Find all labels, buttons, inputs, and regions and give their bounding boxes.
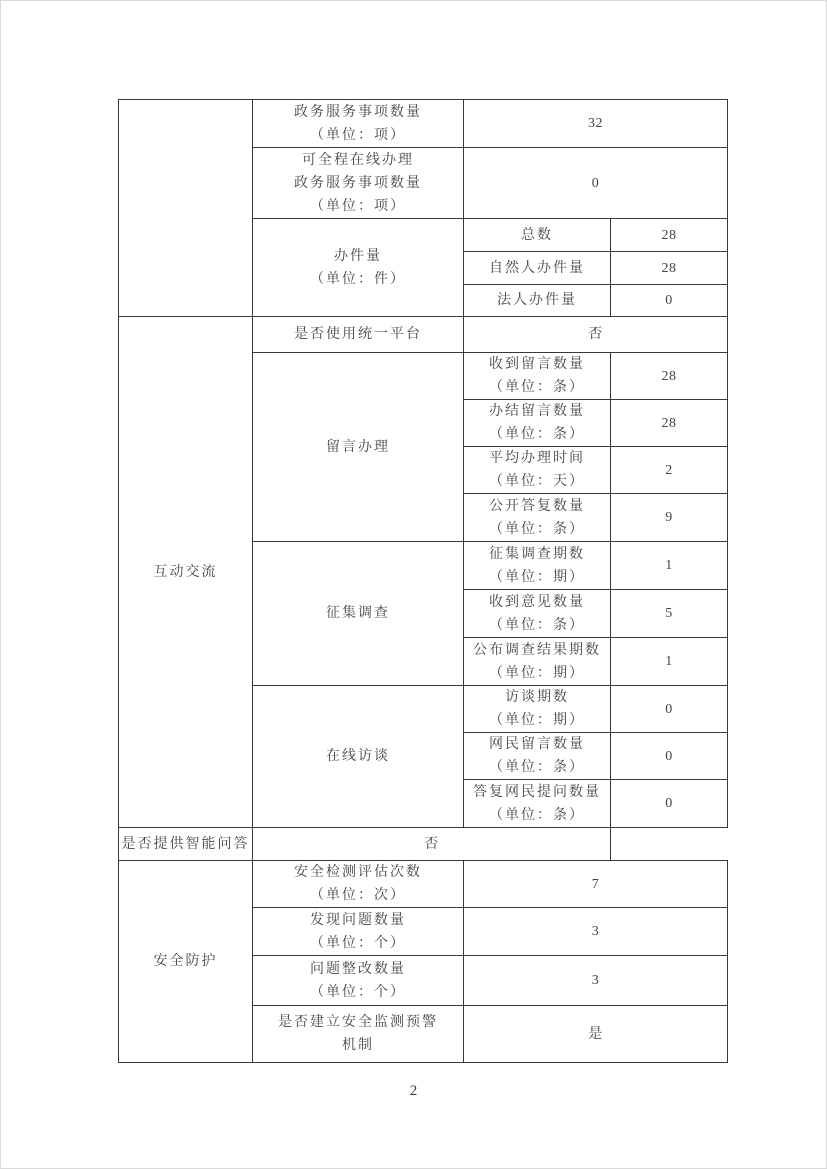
cell-interview-replies-value: 0: [611, 780, 728, 828]
cell-service-items-value: 32: [464, 100, 728, 148]
cell-problems-fixed-label: [253, 956, 464, 1006]
cell-case-volume-label: [253, 219, 464, 317]
cell-service-items-label: [253, 100, 464, 148]
category-cell-security: 安全防护: [119, 861, 253, 1063]
table-row: [119, 861, 728, 908]
label-line: 访谈期数: [505, 690, 569, 705]
cell-case-total-value: 28: [611, 219, 728, 252]
cell-security-checks-value: 7: [464, 861, 728, 908]
label-line: 答复网民提问数量: [473, 784, 601, 800]
unit-line: （单位：项）: [310, 127, 406, 143]
cell-problems-found-value: 3: [464, 908, 728, 956]
cell-msg-avgtime-value: 2: [611, 447, 728, 494]
cell-security-checks-label: [253, 861, 464, 908]
cell-survey-label: 征集调查: [253, 542, 464, 686]
label-line: 网民留言数量: [489, 737, 585, 752]
cell-survey-results-label: [464, 638, 611, 686]
cell-survey-periods-label: [464, 542, 611, 590]
cell-interview-messages-value: 0: [611, 733, 728, 780]
unit-line: （单位：天）: [489, 474, 585, 489]
label-line: 发现问题数量: [310, 912, 406, 928]
category-cell-interaction: 互动交流: [119, 317, 253, 828]
cell-smart-qa-label: 是否提供智能问答: [119, 828, 253, 861]
table-row: [119, 100, 728, 148]
unit-line: （单位：期）: [489, 713, 585, 728]
unit-line: （单位：项）: [310, 198, 406, 214]
unit-line: （单位：次）: [310, 888, 406, 903]
report-table: [118, 99, 728, 1063]
cell-problems-fixed-value: 3: [464, 956, 728, 1006]
cell-smart-qa-value: 否: [253, 828, 611, 861]
unit-line: （单位：条）: [489, 380, 585, 395]
label-line: 政务服务事项数量: [294, 104, 422, 120]
cell-msg-public-value: 9: [611, 494, 728, 542]
table-row: [119, 317, 728, 353]
unit-line: （单位：件）: [310, 271, 406, 287]
unit-line: （单位：期）: [489, 569, 585, 585]
cell-interview-periods-value: 0: [611, 686, 728, 733]
unit-line: （单位：期）: [489, 665, 585, 681]
cell-msg-avgtime-label: [464, 447, 611, 494]
cell-interview-replies-label: [464, 780, 611, 828]
unit-line: （单位：条）: [489, 427, 585, 442]
cell-msg-resolved-value: 28: [611, 400, 728, 447]
unit-line: （单位：个）: [310, 935, 406, 951]
page-number: 2: [409, 1083, 418, 1099]
cell-case-legal-label: 法人办件量: [464, 285, 611, 317]
label-line: 公布调查结果期数: [473, 642, 601, 658]
label-line: 是否建立安全监测预警: [278, 1015, 438, 1030]
cell-case-natural-value: 28: [611, 252, 728, 285]
cell-interview-label: 在线访谈: [253, 686, 464, 828]
cell-case-total-label: 总数: [464, 219, 611, 252]
label-line: 问题整改数量: [310, 961, 406, 977]
cell-unified-platform-label: 是否使用统一平台: [253, 317, 464, 353]
label-line: 公开答复数量: [489, 498, 585, 514]
label-line: 机制: [342, 1038, 374, 1053]
cell-survey-periods-value: 1: [611, 542, 728, 590]
cell-full-online-items-value: 0: [464, 148, 728, 219]
cell-monitoring-value: 是: [464, 1006, 728, 1063]
label-line: 政务服务事项数量: [294, 175, 422, 191]
cell-case-legal-value: 0: [611, 285, 728, 317]
cell-message-handling-label: 留言办理: [253, 353, 464, 542]
unit-line: （单位：条）: [489, 760, 585, 775]
label-line: 可全程在线办理: [302, 152, 414, 168]
label-line: 办件量: [334, 248, 382, 264]
cell-survey-opinions-value: 5: [611, 590, 728, 638]
cell-case-natural-label: 自然人办件量: [464, 252, 611, 285]
cell-msg-public-label: [464, 494, 611, 542]
cell-monitoring-label: [253, 1006, 464, 1063]
cell-interview-messages-label: [464, 733, 611, 780]
label-line: 收到留言数量: [489, 357, 585, 372]
cell-msg-received-label: [464, 353, 611, 400]
cell-msg-resolved-label: [464, 400, 611, 447]
label-line: 安全检测评估次数: [294, 865, 422, 880]
cell-interview-periods-label: [464, 686, 611, 733]
category-cell-empty: [119, 100, 253, 317]
unit-line: （单位：条）: [489, 617, 585, 633]
cell-full-online-items-label: [253, 148, 464, 219]
label-line: 办结留言数量: [489, 404, 585, 419]
table-row: [119, 828, 728, 861]
label-line: 收到意见数量: [489, 594, 585, 610]
unit-line: （单位：条）: [489, 807, 585, 823]
unit-line: （单位：个）: [310, 984, 406, 1000]
cell-survey-opinions-label: [464, 590, 611, 638]
cell-survey-results-value: 1: [611, 638, 728, 686]
cell-unified-platform-value: 否: [464, 317, 728, 353]
label-line: 征集调查期数: [489, 546, 585, 562]
cell-problems-found-label: [253, 908, 464, 956]
unit-line: （单位：条）: [489, 521, 585, 537]
cell-msg-received-value: 28: [611, 353, 728, 400]
label-line: 平均办理时间: [489, 451, 585, 466]
